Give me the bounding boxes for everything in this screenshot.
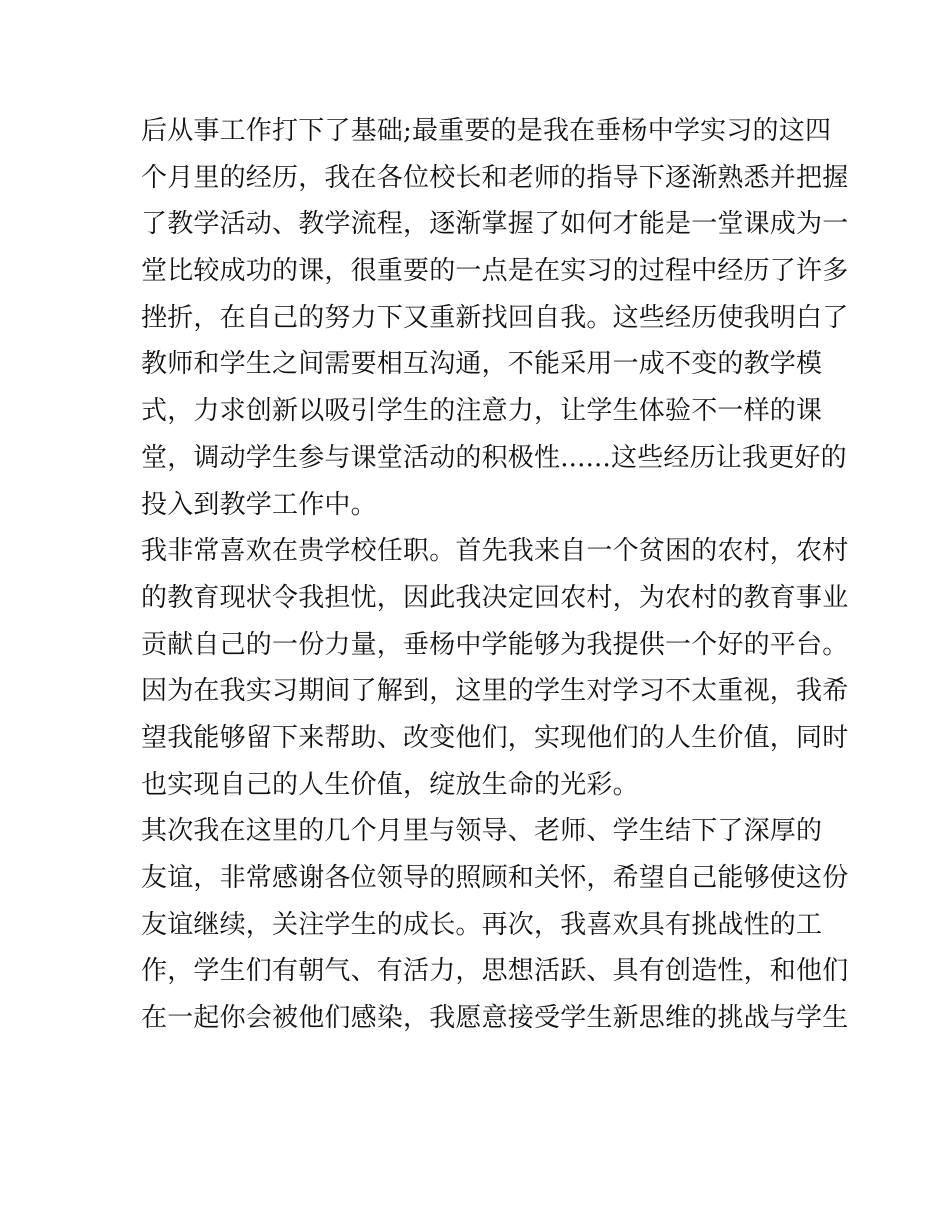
- text-line: 个月里的经历，我在各位校长和老师的指导下逐渐熟悉并把握: [141, 162, 849, 193]
- text-line: 挫折，在自己的努力下又重新找回自我。这些经历使我明白了: [141, 302, 849, 333]
- text-line: 投入到教学工作中。: [141, 489, 377, 520]
- text-line: 我非常喜欢在贵学校任职。首先我来自一个贫困的农村，农村: [141, 536, 849, 567]
- text-line: 堂比较成功的课，很重要的一点是在实习的过程中经历了许多: [141, 256, 849, 287]
- text-line: 其次我在这里的几个月里与领导、老师、学生结下了深厚的: [141, 816, 823, 847]
- text-line: 式，力求创新以吸引学生的注意力，让学生体验不一样的课: [141, 396, 823, 427]
- text-line: 了教学活动、教学流程，逐渐掌握了如何才能是一堂课成为一: [141, 209, 849, 240]
- text-line: 也实现自己的人生价值，绽放生命的光彩。: [141, 769, 639, 800]
- text-line: 后从事工作打下了基础;最重要的是我在垂杨中学实习的这四: [141, 116, 832, 146]
- text-line: 的教育现状令我担忧，因此我决定回农村，为农村的教育事业: [141, 582, 849, 613]
- text-line: 教师和学生之间需要相互沟通，不能采用一成不变的教学模: [141, 349, 823, 380]
- text-line: 因为在我实习期间了解到，这里的学生对学习不太重视，我希: [141, 676, 849, 707]
- text-line: 友谊继续，关注学生的成长。再次，我喜欢具有挑战性的工: [141, 909, 823, 940]
- text-line: 望我能够留下来帮助、改变他们，实现他们的人生价值，同时: [141, 722, 849, 753]
- text-line: 作，学生们有朝气、有活力，思想活跃、具有创造性，和他们: [141, 956, 849, 987]
- text-line: 贡献自己的一份力量，垂杨中学能够为我提供一个好的平台。: [141, 629, 849, 660]
- text-line: 友谊，非常感谢各位领导的照顾和关怀，希望自己能够使这份: [141, 863, 849, 893]
- text-line: 堂，调动学生参与课堂活动的积极性......这些经历让我更好的: [141, 442, 847, 473]
- body-text: [141, 108, 849, 1042]
- text-line: 在一起你会被他们感染，我愿意接受学生新思维的挑战与学生: [141, 1003, 849, 1034]
